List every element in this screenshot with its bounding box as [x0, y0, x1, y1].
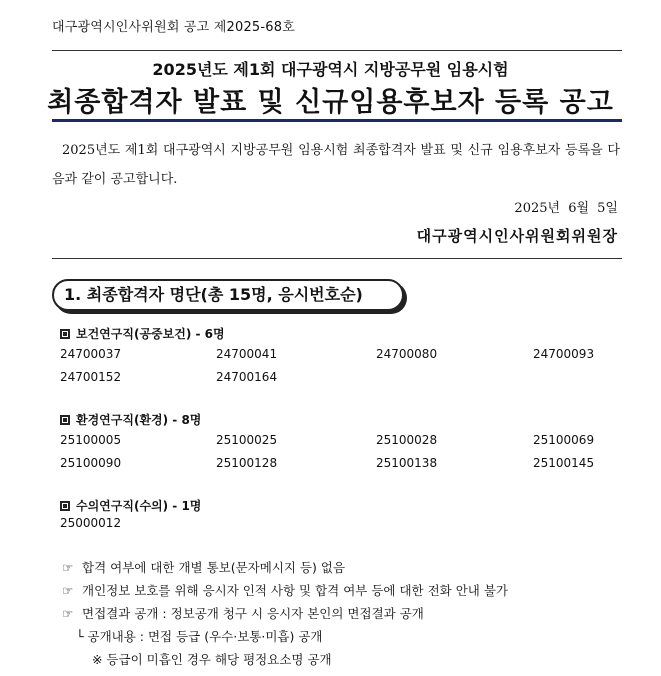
- corner-arrow-icon: └: [76, 629, 84, 644]
- group-heading-text: 보건연구직(공중보건) - 6명: [76, 327, 225, 341]
- exam-number: 25100025: [216, 433, 278, 447]
- exam-number: 24700041: [216, 347, 278, 361]
- square-bullet-icon: [60, 501, 70, 511]
- section-title-pill: 1. 최종합격자 명단(총 15명, 응시번호순): [52, 279, 404, 311]
- note-text: 개인정보 보호를 위해 응시자 인적 사항 및 합격 여부 등에 대한 전화 안내 불가: [82, 583, 508, 598]
- exam-number: 25000012: [60, 516, 122, 530]
- title-underline: [52, 119, 622, 122]
- note-item: [62, 579, 508, 602]
- note-sub-text: 공개내용 : 면접 등급 (우수·보통·미흡) 공개: [87, 629, 323, 644]
- pointing-hand-icon: ☞: [62, 583, 74, 598]
- exam-number: 24700164: [216, 370, 278, 384]
- group-heading-text: 환경연구직(환경) - 8명: [76, 413, 202, 427]
- note-text: 합격 여부에 대한 개별 통보(문자메시지 등) 없음: [82, 560, 346, 575]
- notice-number: 대구광역시인사위원회 공고 제2025-68호: [52, 20, 295, 35]
- exam-number: 24700093: [533, 347, 595, 361]
- exam-number: 25100028: [376, 433, 438, 447]
- exam-number: 25100005: [60, 433, 122, 447]
- group-heading-text: 수의연구직(수의) - 1명: [76, 499, 202, 513]
- middle-divider: [52, 258, 622, 259]
- exam-number: 25100138: [376, 456, 438, 470]
- notes-list: [62, 556, 508, 671]
- exam-number: 24700152: [60, 370, 122, 384]
- exam-number-grid-public-health: [60, 343, 620, 389]
- exam-number: 25100090: [60, 456, 122, 470]
- exam-number-grid-environment: [60, 429, 620, 475]
- note-item: [62, 556, 508, 579]
- exam-number: 25100069: [533, 433, 595, 447]
- pointing-hand-icon: ☞: [62, 606, 74, 621]
- note-sub-item: [62, 625, 508, 648]
- intro-paragraph: 2025년도 제1회 대구광역시 지방공무원 임용시험 최종합격자 발표 및 신규 임용후보자 등록을 다음과 같이 공고합니다.: [52, 143, 620, 187]
- note-item: [62, 602, 508, 625]
- note-text: 면접결과 공개 : 정보공개 청구 시 응시자 본인의 면접결과 공개: [82, 606, 424, 621]
- note-sub-remark: ※ 등급이 미흡인 경우 해당 평정요소명 공개: [92, 652, 332, 667]
- exam-number: 25100145: [533, 456, 595, 470]
- group-heading-environment: [60, 411, 201, 428]
- notice-title: 최종합격자 발표 및 신규임용후보자 등록 공고: [47, 87, 614, 118]
- notice-subtitle: 2025년도 제1회 대구광역시 지방공무원 임용시험: [152, 60, 509, 79]
- exam-number-grid-veterinary: [60, 512, 620, 535]
- exam-number: 25100128: [216, 456, 278, 470]
- exam-number: 24700080: [376, 347, 438, 361]
- square-bullet-icon: [60, 415, 70, 425]
- notice-date: 2025년 6월 5일: [514, 201, 618, 216]
- pointing-hand-icon: ☞: [62, 560, 74, 575]
- group-heading-public-health: [60, 325, 225, 342]
- square-bullet-icon: [60, 329, 70, 339]
- issuer-name: 대구광역시인사위원회위원장: [416, 227, 618, 245]
- exam-number: 24700037: [60, 347, 122, 361]
- top-divider: [52, 50, 622, 51]
